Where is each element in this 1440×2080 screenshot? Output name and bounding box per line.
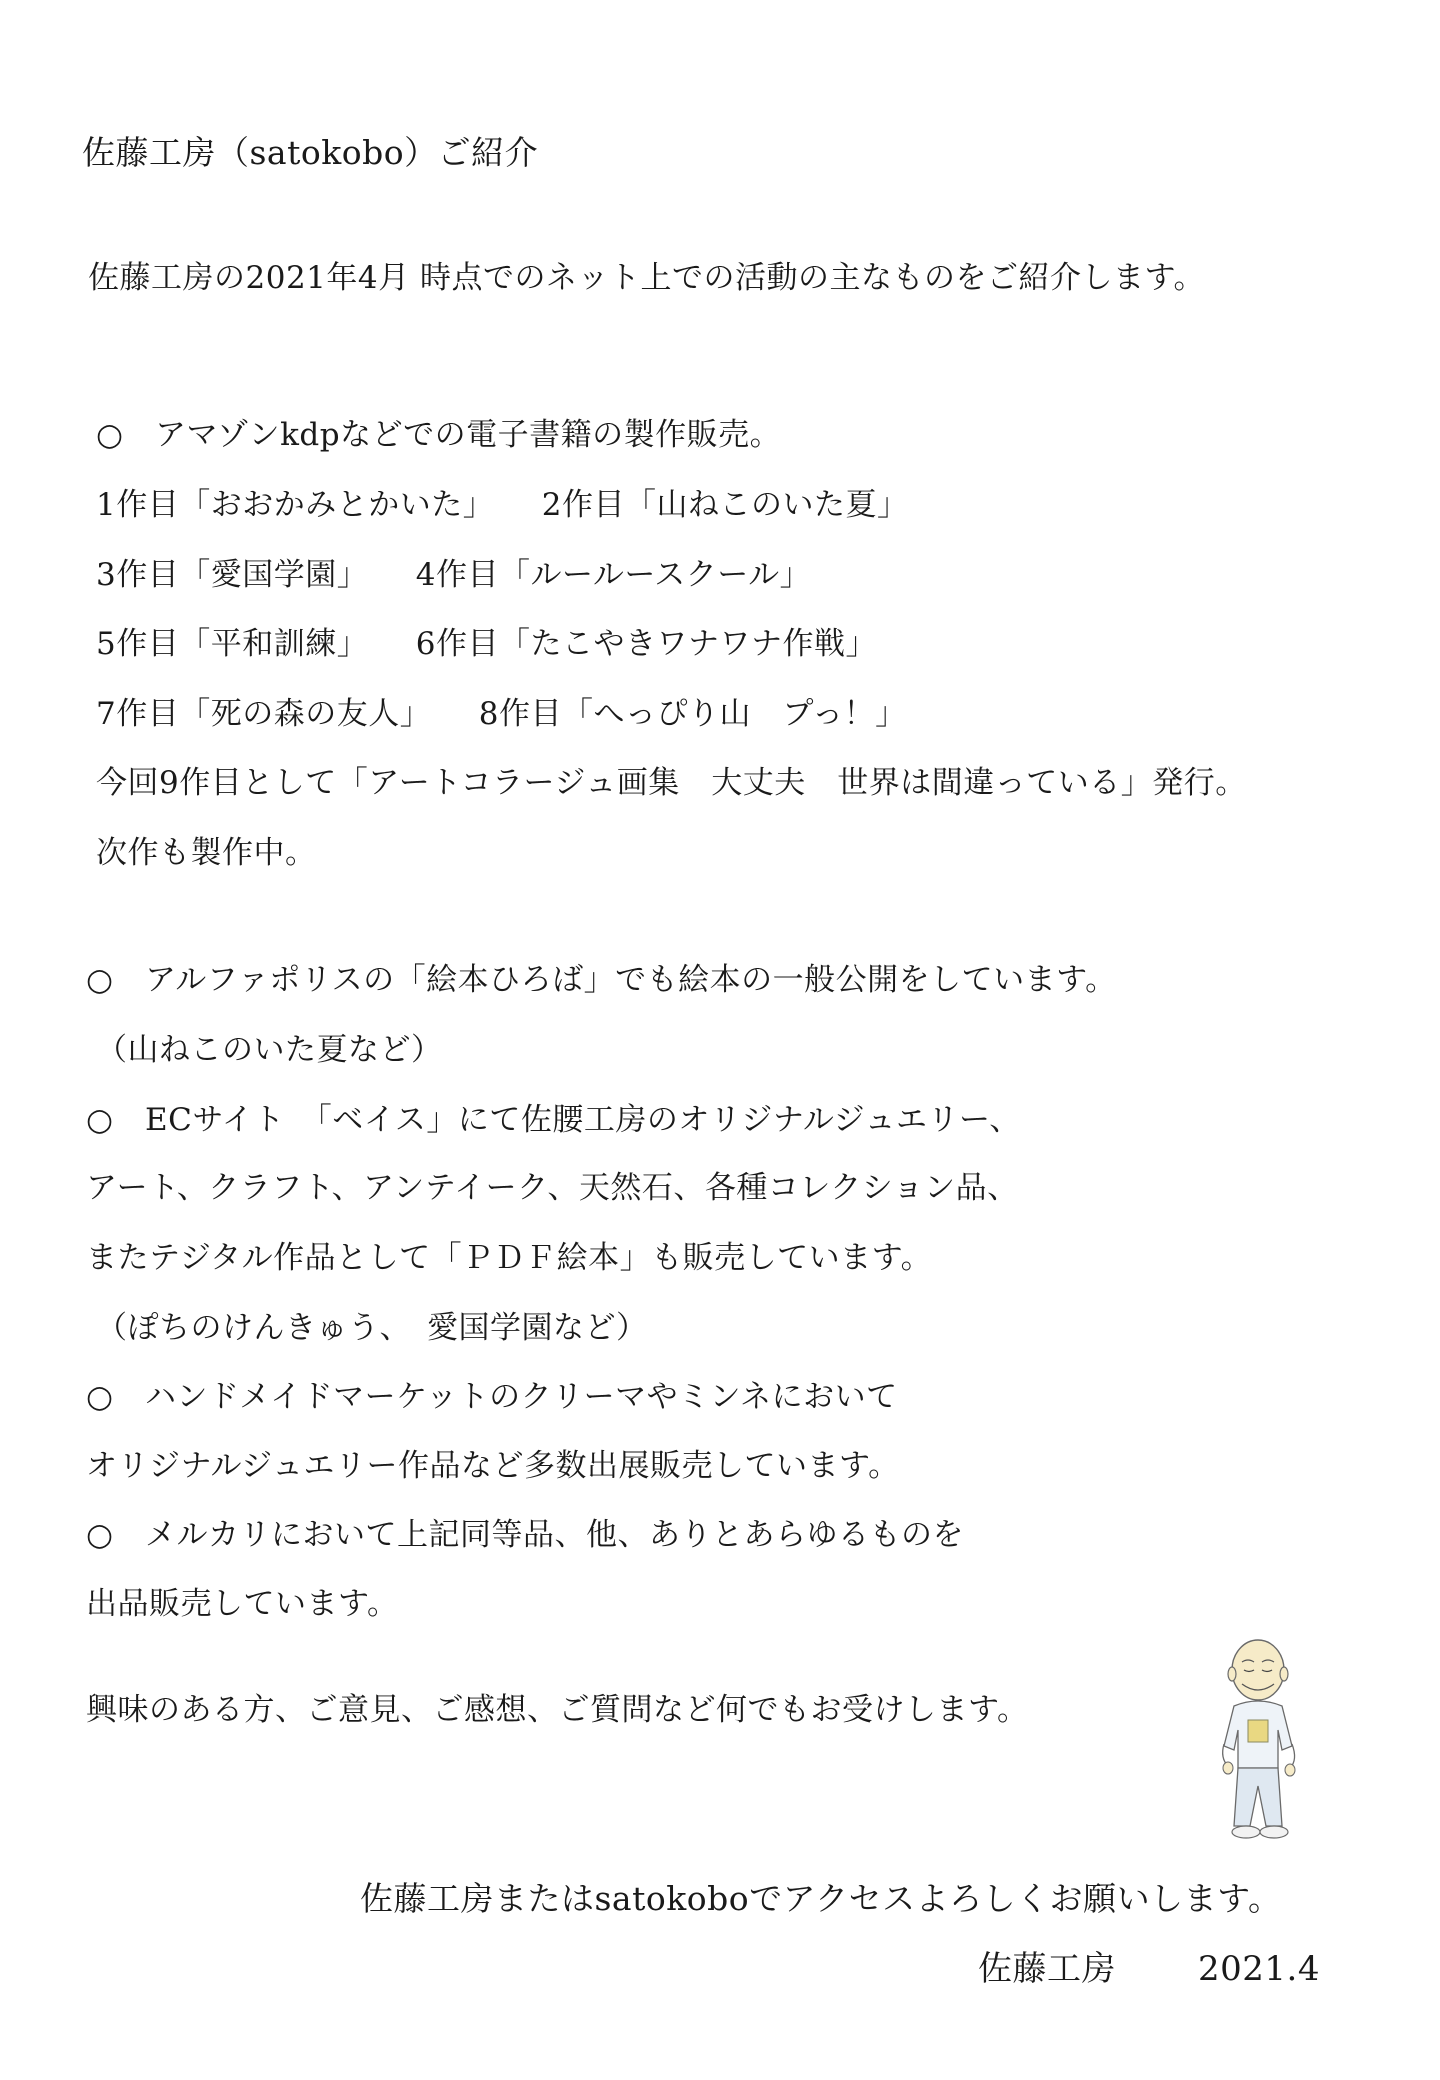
- ec-site-note: （ぽちのけんきゅう、 愛国学園など）: [96, 1310, 648, 1346]
- alphapolis-section-heading: ○ アルファポリスの「絵本ひろば」でも絵本の一般公開をしています。: [86, 962, 1117, 998]
- invitation-text: 興味のある方、ご意見、ご感想、ご質問など何でもお受けします。: [86, 1692, 1029, 1728]
- handmade-market-line-2: オリジナルジュエリー作品など多数出展販売しています。: [86, 1448, 900, 1484]
- intro-text: 佐藤工房の2021年4月 時点でのネット上での活動の主なものをご紹介します。: [88, 260, 1205, 296]
- mercari-line-1: ○ メルカリにおいて上記同等品、他、ありとあらゆるものを: [86, 1517, 965, 1553]
- handmade-market-line-1: ○ ハンドメイドマーケットのクリーマやミンネにおいて: [86, 1379, 898, 1415]
- signature-date: 2021.4: [1198, 1949, 1320, 1989]
- ebook-works-line-3: 5作目「平和訓練」 6作目「たこやきワナワナ作戦」: [96, 626, 877, 662]
- alphapolis-note: （山ねこのいた夏など）: [96, 1032, 443, 1068]
- mercari-line-2: 出品販売しています。: [86, 1586, 399, 1622]
- closing-message: 佐藤工房またはsatokoboでアクセスよろしくお願いします。: [360, 1879, 1282, 1918]
- signature-name: 佐藤工房: [978, 1949, 1116, 1989]
- ec-site-line-1: ○ ECサイト 「ベイス」にて佐腰工房のオリジナルジュエリー、: [86, 1102, 1021, 1138]
- ebook-works-line-2: 3作目「愛国学園」 4作目「ルールースクール」: [96, 557, 812, 593]
- character-illustration: [1198, 1632, 1318, 1844]
- ec-site-line-3: またテジタル作品として「ＰＤＦ絵本」も販売しています。: [86, 1240, 933, 1276]
- ebook-latest-release: 今回9作目として「アートコラージュ画集 大丈夫 世界は間違っている」発行。: [96, 765, 1247, 801]
- ebook-works-line-4: 7作目「死の森の友人」 8作目「へっぴり山 プっ！」: [96, 696, 907, 732]
- document-title: 佐藤工房（satokobo）ご紹介: [82, 133, 539, 172]
- ebook-section-heading: ○ アマゾンkdpなどでの電子書籍の製作販売。: [96, 417, 782, 453]
- ebook-next-work: 次作も製作中。: [96, 835, 317, 871]
- ec-site-line-2: アート、クラフト、アンテイーク、天然石、各種コレクション品、: [86, 1170, 1019, 1206]
- ebook-works-line-1: 1作目「おおかみとかいた」 2作目「山ねこのいた夏」: [96, 487, 909, 523]
